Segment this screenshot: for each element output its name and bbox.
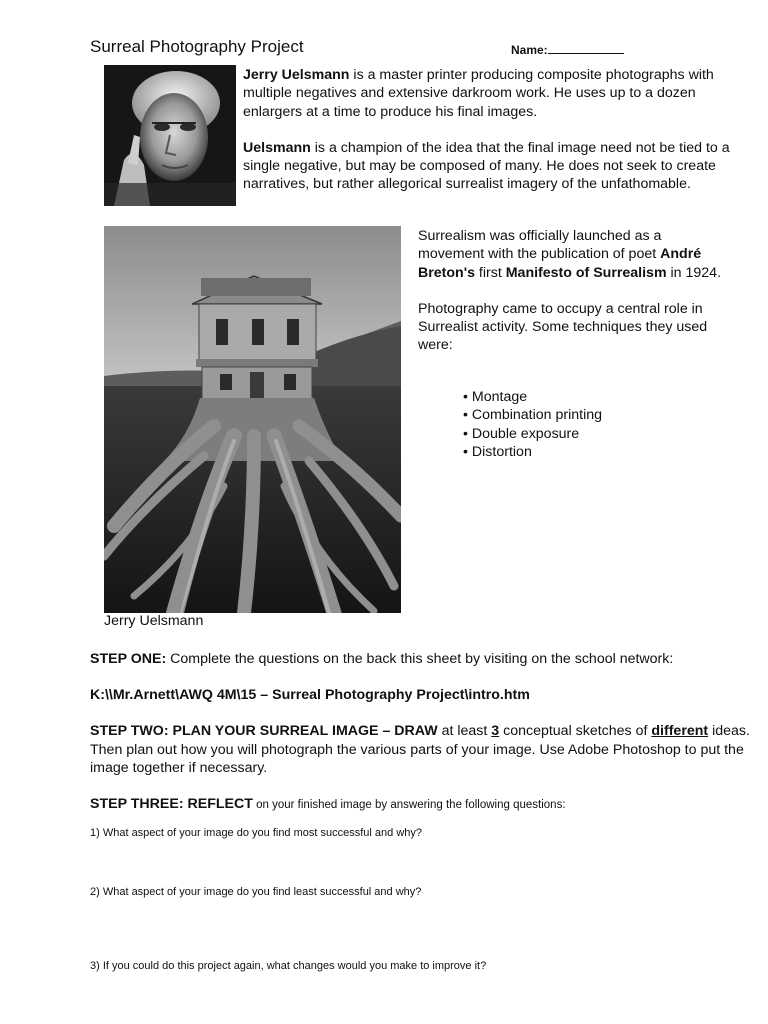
step-two-text-c: ideas. Then plan out how you will photograph the various parts of your image. Use Adobe Photoshop to put the image together if necessary. xyxy=(90,723,750,777)
name-label: Name: xyxy=(511,43,548,57)
house-tree-image xyxy=(104,226,401,613)
page-title: Surreal Photography Project xyxy=(90,37,304,56)
question-1: 1) What aspect of your image do you find most successful and why? xyxy=(90,827,422,839)
bio-name-1: Jerry Uelsmann xyxy=(243,67,350,83)
name-blank-line xyxy=(548,41,624,54)
step-one xyxy=(90,650,750,669)
techniques-list xyxy=(463,388,602,461)
question-2: 2) What aspect of your image do you find least successful and why? xyxy=(90,886,422,898)
photo-caption: Jerry Uelsmann xyxy=(104,613,204,629)
question-3: 3) If you could do this project again, what changes would you make to improve it? xyxy=(90,960,487,972)
surrealism-text-c: first xyxy=(474,264,506,281)
surrealism-text-a: Surrealism was officially launched as a movement with the publication of poet xyxy=(418,228,662,263)
sketch-count: 3 xyxy=(491,723,500,739)
surrealism-paragraph xyxy=(418,227,728,282)
step-three xyxy=(90,795,750,815)
uelsmann-house-photo xyxy=(104,226,401,613)
list-item: • Double exposure xyxy=(463,425,580,442)
step-one-label: STEP ONE: xyxy=(90,651,167,667)
step-three-text: on your finished image by answering the following questions: xyxy=(252,799,566,811)
portrait-photo xyxy=(104,65,236,206)
breton-name: André Breton's xyxy=(418,246,702,281)
bio-name-2: Uelsmann xyxy=(243,139,311,156)
network-path xyxy=(90,686,750,705)
bio-text-2: is a champion of the idea that the final image need not be tied to a single negative, but may be composed of many. He does not seek to create narratives, but rather allegorical surrealist imagery of the unfathomable. xyxy=(243,139,730,193)
step-two-text-a: at least xyxy=(437,723,492,739)
manifesto-title: Manifesto of Surrealism xyxy=(505,264,667,281)
bio-text-1: is a master printer producing composite photographs with multiple negatives and extensive darkroom work. He uses up to a dozen enlargers at a time to produce his final images. xyxy=(243,67,714,120)
different-emphasis: different xyxy=(651,723,709,739)
step-one-text: Complete the questions on the back this sheet by visiting on the school network: xyxy=(166,651,674,667)
list-item: • Distortion xyxy=(463,443,532,460)
step-two-label: STEP TWO: PLAN YOUR SURREAL IMAGE – DRAW xyxy=(90,723,438,739)
bio-paragraph-1 xyxy=(243,66,733,121)
network-path-text: K:\\Mr.Arnett\AWQ 4M\15 – Surreal Photography Project\intro.htm xyxy=(90,687,530,703)
photography-paragraph: Photography came to occupy a central role in Surrealist activity. Some techniques they used were: xyxy=(418,300,708,354)
list-item: • Montage xyxy=(463,389,528,405)
bio-paragraph-2 xyxy=(243,139,733,194)
step-three-label: STEP THREE: REFLECT xyxy=(90,796,253,812)
step-two-text-b: conceptual sketches of xyxy=(499,723,652,739)
name-field xyxy=(511,41,624,57)
portrait-image xyxy=(104,65,236,206)
list-item: • Combination printing xyxy=(463,407,603,424)
surrealism-text-e: in 1924. xyxy=(666,264,722,281)
step-two xyxy=(90,722,750,778)
